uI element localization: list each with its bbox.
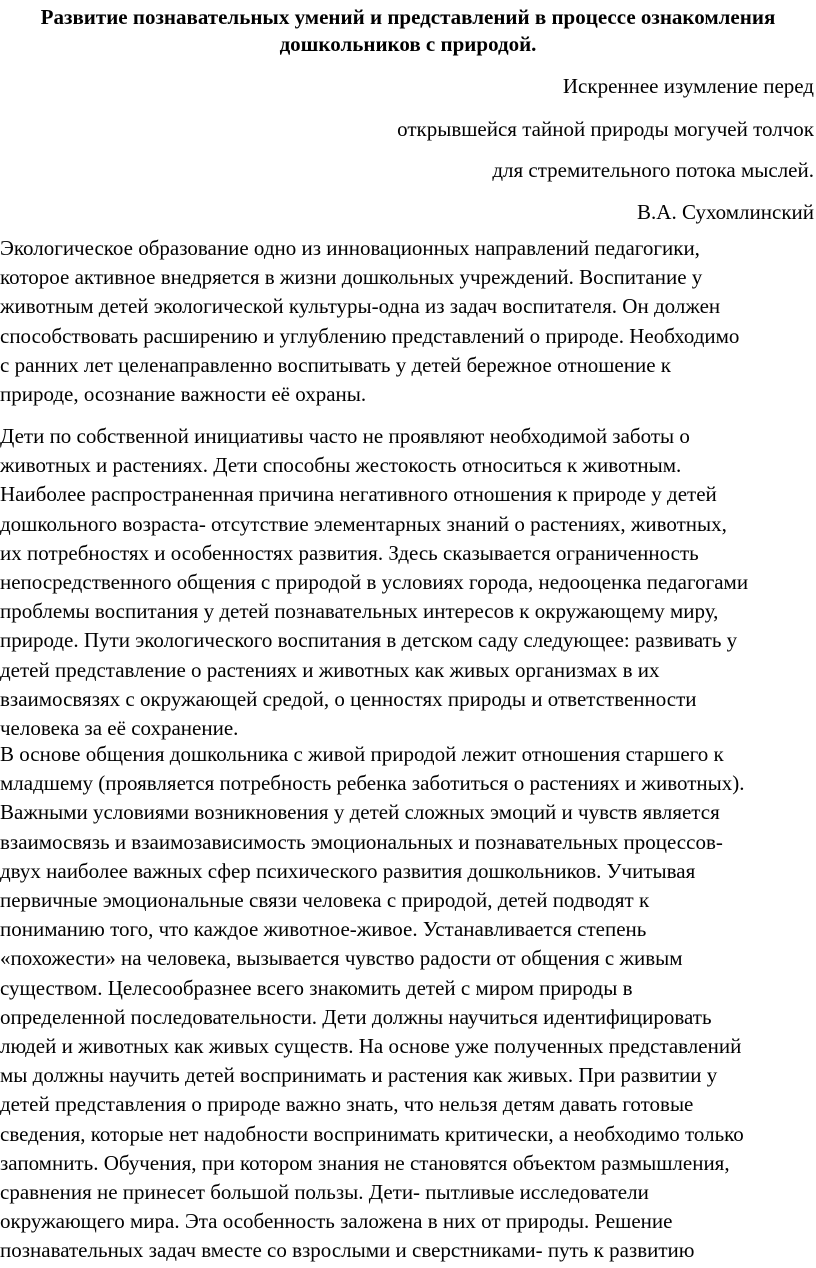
title-line: дошкольников с природой.: [279, 32, 537, 56]
text-line: младшему (проявляется потребность ребенка заботиться о растениях и животных).: [0, 771, 745, 796]
text-line: природе. Пути экологического воспитания в детском саду следующее: развивать у: [0, 628, 738, 653]
text-line: «похожести» на человека, вызывается чувство радости от общения с живым: [0, 946, 683, 971]
text-line: людей и животных как живых существ. На основе уже полученных представлений: [0, 1034, 742, 1059]
text-line: проблемы воспитания у детей познавательных интересов к окружающему миру,: [0, 599, 719, 624]
text-line: запомнить. Обучения, при котором знания не становятся объектом размышления,: [0, 1150, 730, 1175]
text-line: взаимосвязь и взаимозависимость эмоциональных и познавательных процессов-: [0, 829, 723, 854]
text-line: которое активное внедряется в жизни дошкольных учреждений. Воспитание у: [0, 265, 703, 290]
text-line: пониманию того, что каждое животное-живое. Устанавливается степень: [0, 917, 647, 942]
epigraph-line: открывшейся тайной природы могучей толчок: [397, 117, 814, 141]
text-line: сравнения не принесет большой пользы. Дети- пытливые исследователи: [0, 1180, 649, 1205]
text-line: существом. Целесообразнее всего знакомить детей с миром природы в: [0, 975, 633, 1000]
text-line: В основе общения дошкольника с живой природой лежит отношения старшего к: [0, 742, 724, 766]
text-line: животным детей экологической культуры-одна из задач воспитателя. Он должен: [0, 294, 721, 319]
text-line: сведения, которые нет надобности воспринимать критически, а необходимо только: [0, 1121, 744, 1146]
text-line: Экологическое образование одно из инновационных направлений педагогики,: [0, 236, 700, 260]
text-line: взаимосвязях с окружающей средой, о ценностях природы и ответственности: [0, 686, 697, 711]
text-line: их потребностях и особенностях развития. Здесь сказывается ограниченность: [0, 540, 699, 565]
text-line: мы должны научить детей воспринимать и растения как живых. При развитии у: [0, 1063, 718, 1088]
paragraph-3: [0, 740, 816, 1266]
text-line: Важными условиями возникновения у детей сложных эмоций и чувств является: [0, 800, 720, 825]
text-line: животных и растениях. Дети способны жестокость относиться к животным.: [0, 453, 682, 478]
paragraph-1: [0, 234, 816, 409]
text-line: первичные эмоциональные связи человека с природой, детей подводят к: [0, 888, 650, 913]
epigraph-line: Искреннее изумление перед: [562, 74, 814, 98]
text-line: природе, осознание важности её охраны.: [0, 382, 367, 407]
text-line: человека за её сохранение.: [0, 716, 239, 741]
text-line: детей представления о природе важно знать, что нельзя детям давать готовые: [0, 1092, 694, 1117]
paragraph-2: [0, 422, 816, 743]
text-line: окружающего мира. Эта особенность заложена в них от природы. Решение: [0, 1209, 673, 1234]
document-title: [0, 4, 816, 58]
epigraph-line: для стремительного потока мыслей.: [492, 158, 814, 182]
text-line: дошкольного возраста- отсутствие элементарных знаний о растениях, животных,: [0, 511, 727, 536]
epigraph-author: В.А. Сухомлинский: [637, 200, 814, 224]
text-line: Дети по собственной инициативы часто не проявляют необходимой заботы о: [0, 424, 690, 448]
text-line: определенной последовательности. Дети должны научиться идентифицировать: [0, 1004, 712, 1029]
title-line: Развитие познавательных умений и представлений в процессе ознакомления: [40, 5, 776, 29]
text-line: с ранних лет целенаправленно воспитывать у детей бережное отношение к: [0, 352, 671, 377]
text-line: способствовать расширению и углублению представлений о природе. Необходимо: [0, 323, 740, 348]
text-line: Наиболее распространенная причина негативного отношения к природе у детей: [0, 482, 717, 507]
text-line: детей представление о растениях и животных как живых организмах в их: [0, 657, 660, 682]
text-line: непосредственного общения с природой в условиях города, недооценка педагогами: [0, 570, 749, 595]
text-line: двух наиболее важных сфер психического развития дошкольников. Учитывая: [0, 858, 696, 883]
text-line: познавательных задач вместе со взрослыми и сверстниками- путь к развитию: [0, 1238, 695, 1263]
